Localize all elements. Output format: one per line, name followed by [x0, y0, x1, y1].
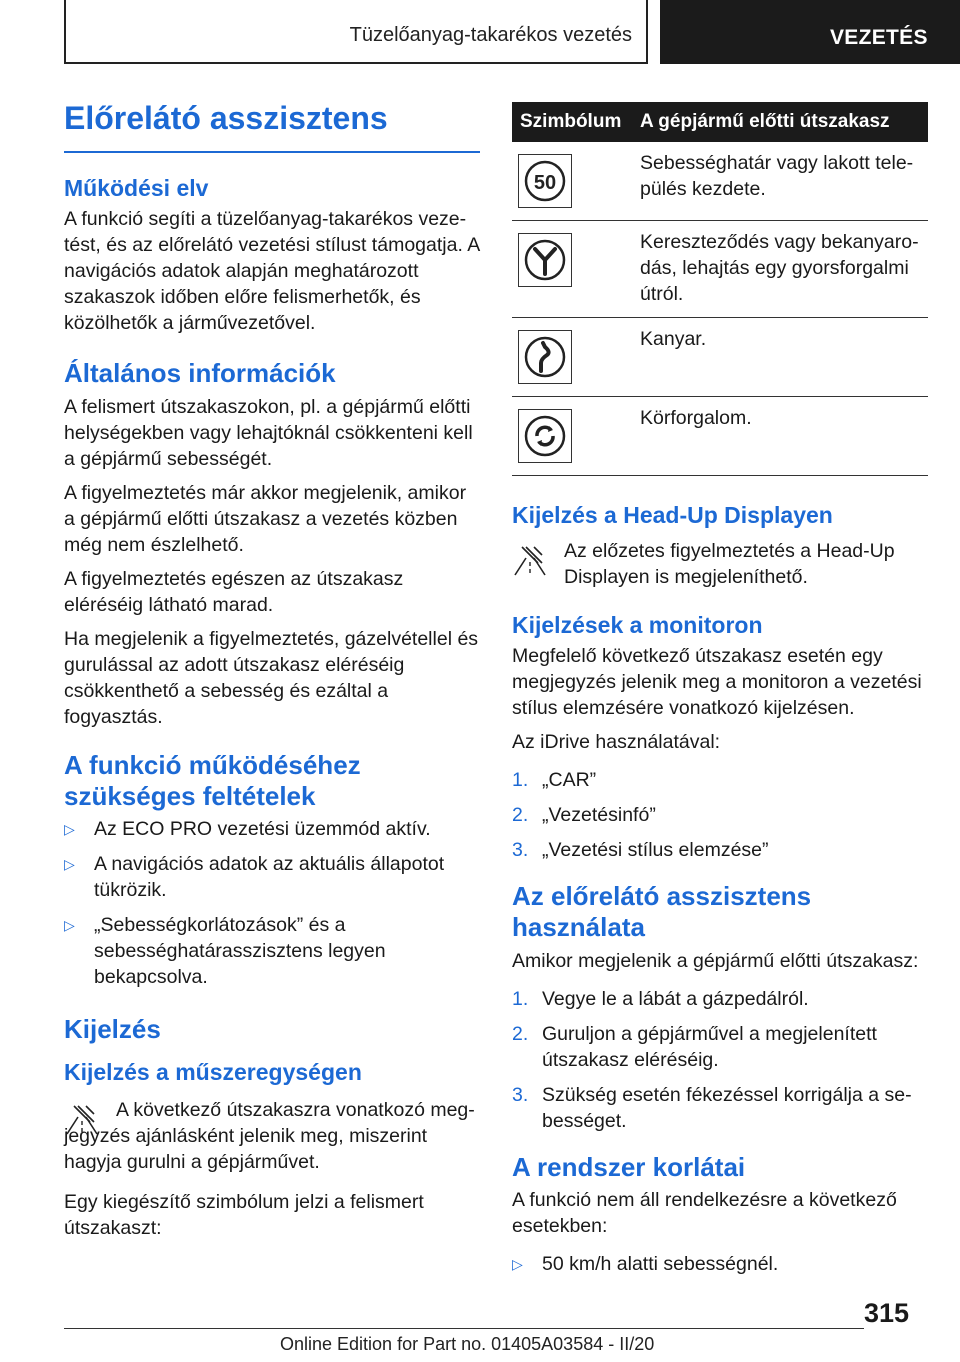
table-row — [512, 142, 928, 221]
paragraph: Megfelelő következő útszakasz esetén egy megjegyzés jelenik meg a monitoron a vezetési stílus elemzésére vonatkozó kijelzésen. — [512, 645, 922, 720]
paragraph: A felismert útszakaszokon, pl. a gépjármű előtti helységekben vagy lehajtóknál csökkenteni kell a gépjármű sebességét. — [64, 395, 473, 470]
section-heading-display: Kijelzés — [64, 1013, 161, 1044]
requirements-list — [64, 816, 480, 990]
table-header-row — [512, 102, 928, 142]
coasting-hint-icon — [64, 1101, 100, 1137]
section-heading-instrument-cluster: Kijelzés a műszeregységen — [64, 1059, 362, 1086]
left-column — [64, 100, 480, 1249]
header-chapter: VEZETÉS — [830, 26, 928, 49]
paragraph: A funkció segíti a tüzelőanyag-takarékos vezetést, és az előrelátó vezetési stílust támogatja. A navigációs adatok alapján meghatározott szakaszok időben előre felismerhetők, és közölhetők a járművezetővel. — [64, 208, 480, 335]
section-heading-usage: Az előrelátó asszisztens használata — [512, 881, 812, 943]
paragraph: Ha megjelenik a figyelmeztetés, gázelvétellel és gurulással az adott útszakasz eléréséig csökkenthető a sebesség és ezáltal a fogyasztás. — [64, 627, 479, 728]
idrive-steps — [512, 767, 928, 863]
speed-limit-50-icon — [518, 154, 572, 208]
hud-note — [512, 538, 928, 590]
list-item: ▷ A navigációs adatok az aktuális állapotot tükrözik. — [64, 852, 445, 901]
coasting-hint-icon — [512, 542, 548, 578]
note-text: A következő útszakaszra vonatkozó megjegyzés ajánlásként jelenik meg, miszerint hagyja gurulni a gépjárművet. — [64, 1098, 475, 1173]
list-item: 1. Vegye le a lábát a gázpedálról. — [512, 987, 809, 1010]
list-item: ▷ 50 km/h alatti sebességnél. — [512, 1252, 779, 1275]
list-item: 3. „Vezetési stílus elemzése” — [512, 839, 769, 862]
paragraph: Az iDrive használatával: — [512, 731, 721, 754]
triangle-bullet-icon: ▷ — [64, 916, 75, 933]
symbol-table — [512, 102, 928, 476]
junction-icon — [518, 233, 572, 287]
section-heading-requirements: A funkció működéséhez szükséges feltételek — [64, 749, 361, 811]
table-row — [512, 318, 928, 397]
right-column — [512, 102, 928, 1286]
table-row — [512, 397, 928, 476]
limits-list — [512, 1251, 928, 1277]
curve-icon — [518, 330, 572, 384]
table-row — [512, 221, 928, 318]
section-heading-monitor: Kijelzések a monitoron — [512, 611, 763, 638]
list-item: ▷ „Sebességkorlátozások” és a sebességhatárasszisztens legyen bekapcsolva. — [64, 913, 386, 988]
table-cell: Kanyar. — [632, 318, 928, 397]
triangle-bullet-icon: ▷ — [512, 1255, 523, 1272]
table-cell: Kereszteződés vagy bekanyarodás, lehajtás egy gyorsforgalmi útról. — [632, 221, 928, 318]
roundabout-icon — [518, 409, 572, 463]
section-heading-limits: A rendszer korlátai — [512, 1151, 746, 1182]
sign-label: 50 — [533, 172, 557, 194]
table-header-section: A gépjármű előtti útszakasz — [632, 102, 928, 142]
footer-divider — [64, 1328, 864, 1329]
paragraph: Egy kiegészítő szimbólum jelzi a felismert útszakaszt: — [64, 1190, 424, 1239]
note-text: Az előzetes figyelmeztetés a Head-Up Displayen is megjeleníthető. — [564, 539, 895, 588]
list-item: 1. „CAR” — [512, 769, 597, 792]
paragraph: A figyelmeztetés egészen az útszakasz eléréséig látható marad. — [64, 567, 404, 616]
header-chapter-box — [660, 0, 960, 64]
header-title: Tüzelőanyag-takarékos vezetés — [349, 24, 632, 46]
list-item: 2. „Vezetésinfó” — [512, 804, 656, 827]
edition-line: Online Edition for Part no. 01405A03584 - II/20 — [280, 1334, 655, 1354]
page-title: Előrelátó asszisztens — [64, 100, 480, 153]
header-title-box — [64, 0, 648, 64]
list-item: ▷ Az ECO PRO vezetési üzemmód aktív. — [64, 817, 431, 840]
table-header-symbol: Szimbólum — [512, 102, 632, 142]
section-heading-general: Általános információk — [64, 358, 336, 389]
table-cell: Sebességhatár vagy lakott település kezdete. — [632, 142, 928, 221]
section-heading-principle: Működési elv — [64, 174, 209, 201]
paragraph: Amikor megjelenik a gépjármű előtti útszakasz: — [512, 949, 919, 972]
coasting-note — [64, 1097, 480, 1175]
page-number: 315 — [864, 1298, 910, 1328]
table-cell: Körforgalom. — [632, 397, 928, 476]
list-item: 2. Guruljon a gépjárművel a megjelenített útszakasz eléréséig. — [512, 1022, 877, 1071]
paragraph: A funkció nem áll rendelkezésre a következő esetekben: — [512, 1188, 897, 1237]
triangle-bullet-icon: ▷ — [64, 855, 75, 872]
paragraph: A figyelmeztetés már akkor megjelenik, amikor a gépjármű előtti útszakasz a vezetés közben még nem észlelhető. — [64, 481, 467, 556]
usage-steps — [512, 986, 928, 1134]
triangle-bullet-icon: ▷ — [64, 820, 75, 837]
list-item: 3. Szükség esetén fékezéssel korrigálja a sebességet. — [512, 1083, 912, 1132]
section-heading-hud: Kijelzés a Head-Up Displayen — [512, 502, 833, 528]
